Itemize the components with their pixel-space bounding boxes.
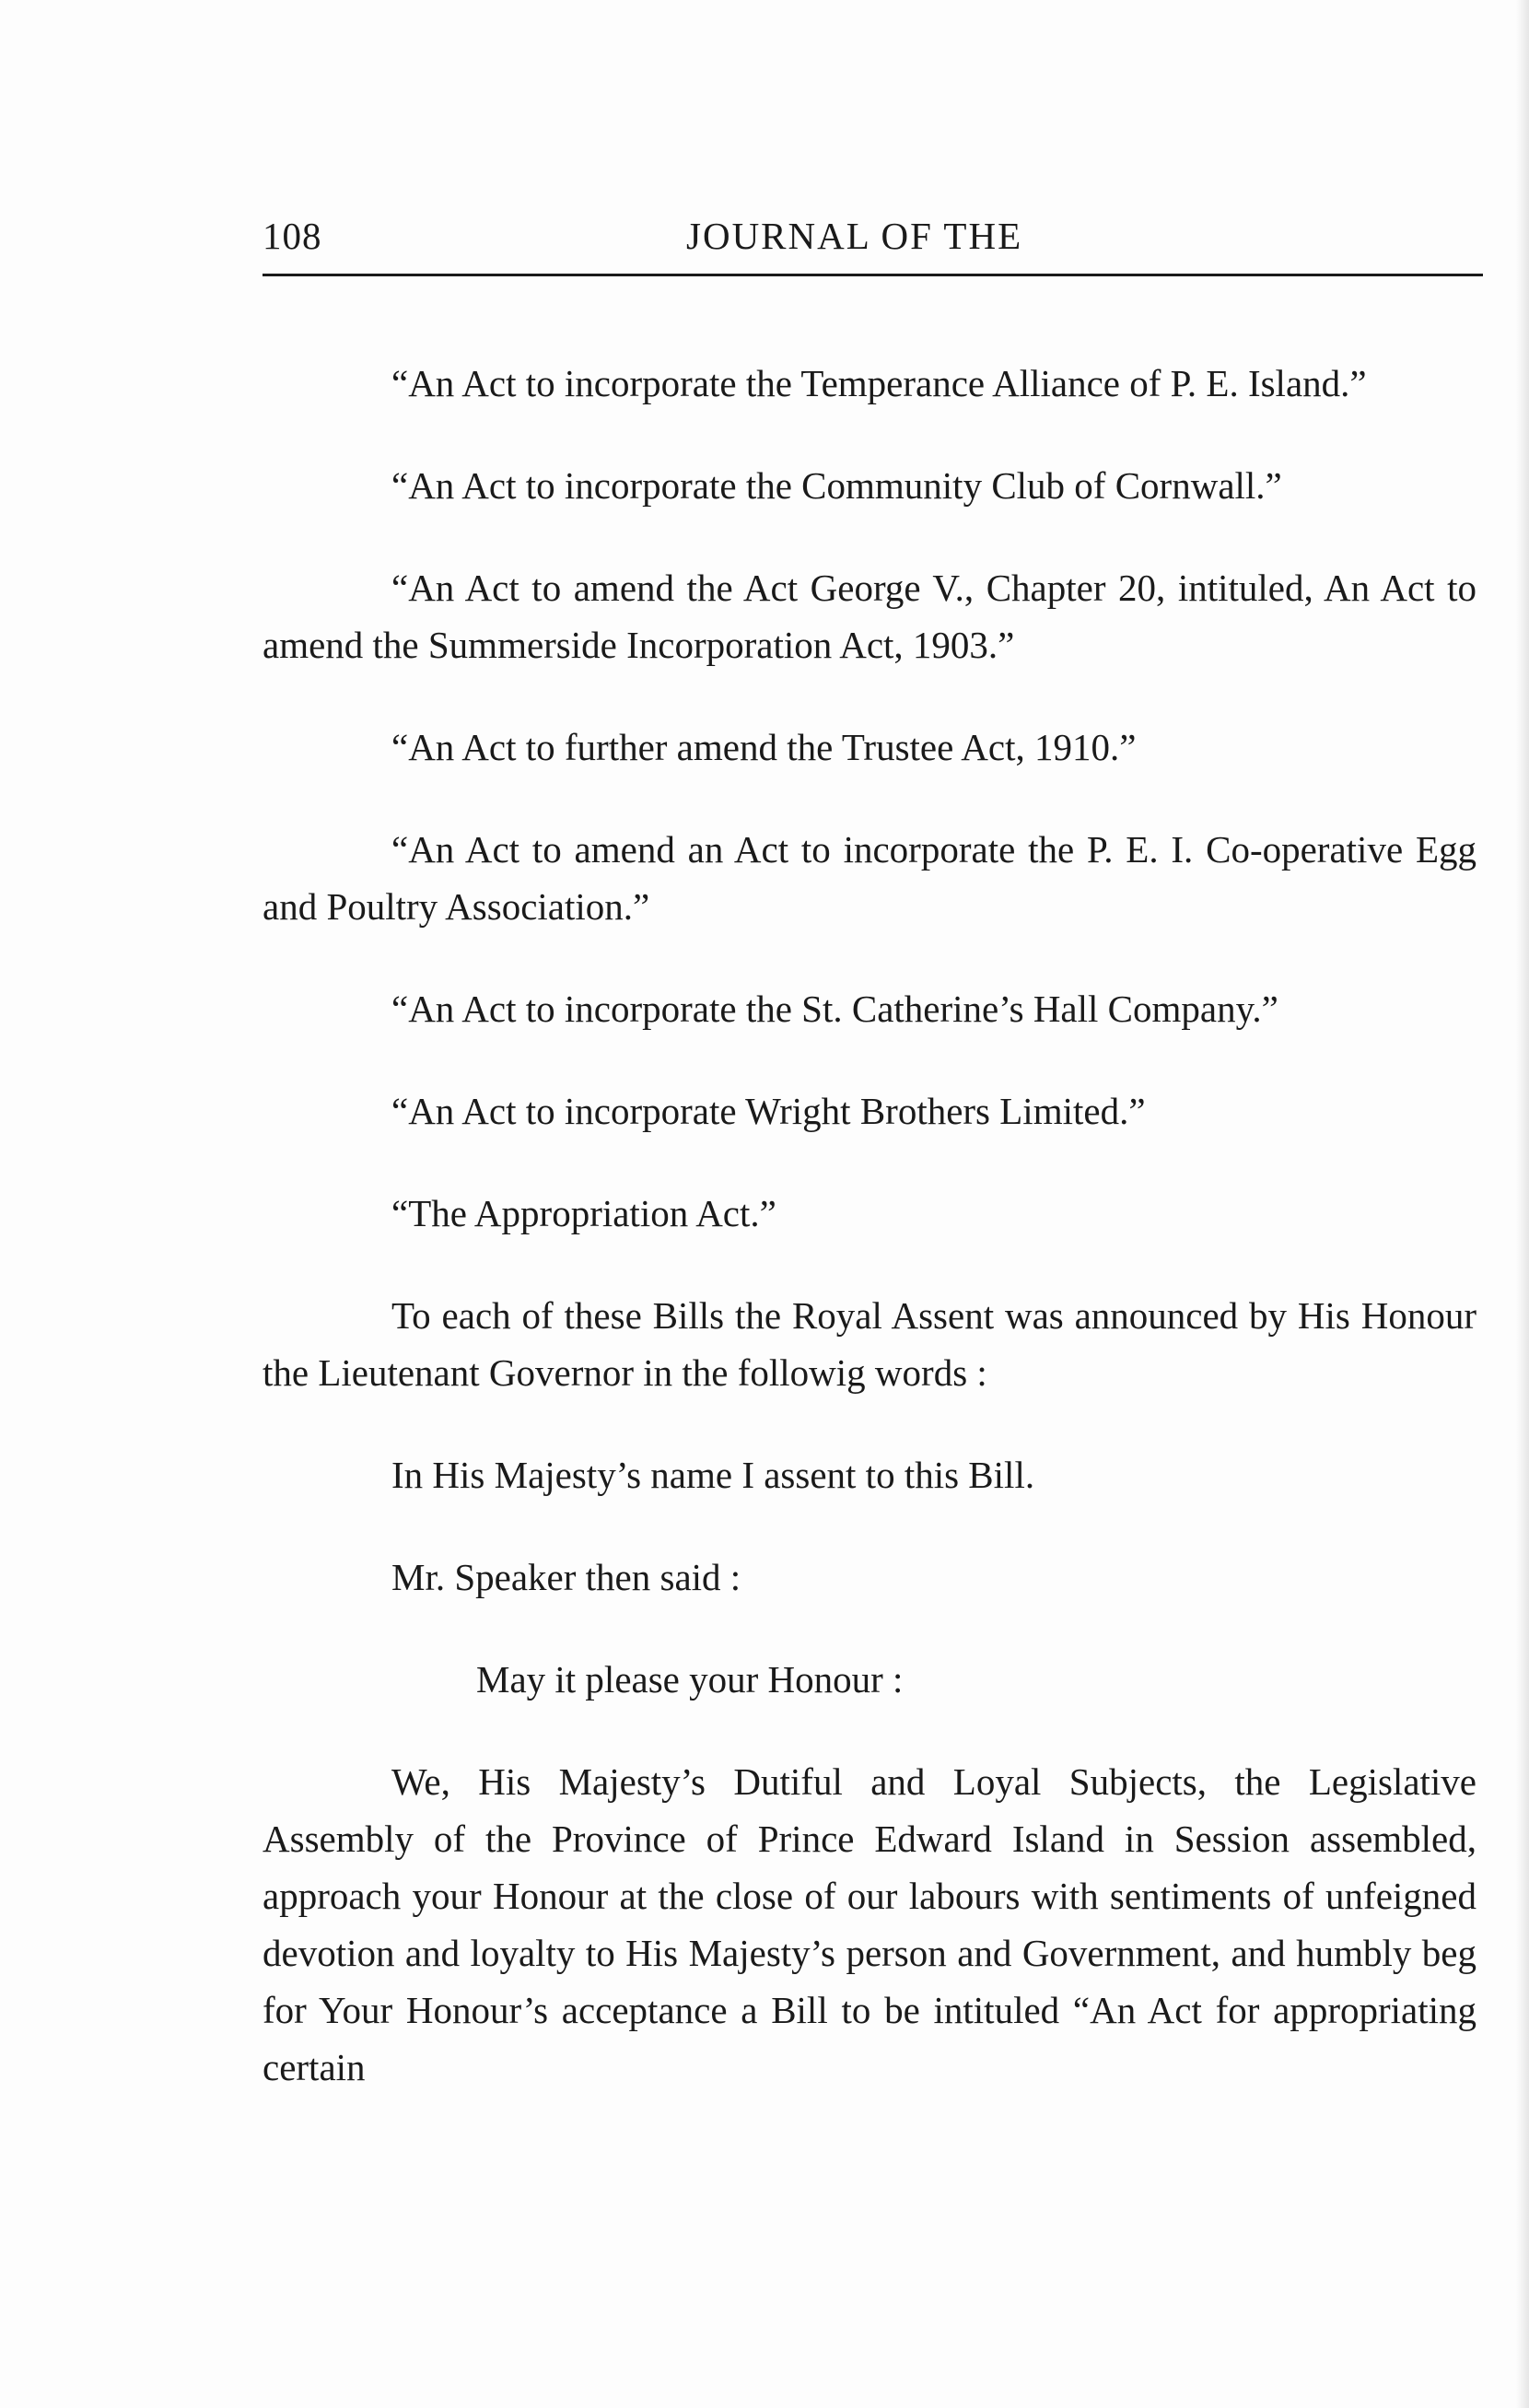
header-rule xyxy=(263,274,1483,276)
paragraph-act-summerside: “An Act to amend the Act George V., Chapter 20, intituled, An Act to amend the Summerside Incorporation Act, 1903.” xyxy=(263,567,1476,666)
paragraph-appropriation-act: “The Appropriation Act.” xyxy=(391,1192,776,1234)
paragraph-act-community-club: “An Act to incorporate the Community Club of Cornwall.” xyxy=(391,464,1282,507)
paragraph-speaker-said: Mr. Speaker then said : xyxy=(391,1556,741,1598)
paragraph-act-st-catherines: “An Act to incorporate the St. Catherine’s Hall Company.” xyxy=(391,988,1278,1030)
paragraph-royal-assent: To each of these Bills the Royal Assent was announced by His Honour the Lieutenant Governor in the followig words : xyxy=(263,1294,1476,1394)
body-text xyxy=(263,355,1476,2096)
paragraph-act-egg-poultry: “An Act to amend an Act to incorporate the P. E. I. Co-operative Egg and Poultry Association.” xyxy=(263,828,1476,928)
page-number: 108 xyxy=(263,215,322,257)
running-head: JOURNAL OF THE xyxy=(686,215,1023,257)
paragraph-act-trustee: “An Act to further amend the Trustee Act, 1910.” xyxy=(391,726,1137,768)
paragraph-salutation: May it please your Honour : xyxy=(476,1658,904,1701)
page-edge xyxy=(1516,0,1529,2408)
paragraph-assent-formula: In His Majesty’s name I assent to this Bill. xyxy=(391,1454,1035,1496)
paragraph-act-temperance: “An Act to incorporate the Temperance Alliance of P. E. Island.” xyxy=(391,362,1367,404)
paragraph-act-wright-brothers: “An Act to incorporate Wright Brothers Limited.” xyxy=(391,1090,1146,1132)
page-header xyxy=(263,214,1483,269)
paragraph-address: We, His Majesty’s Dutiful and Loyal Subjects, the Legislative Assembly of the Province of Prince Edward Island in Session assembled, approach your Honour at the close of our labours with sentiments of unfeigned devotion and loyalty to His Majesty’s person and Government, and humbly beg for Your Honour’s acceptance a Bill to be intituled “An Act for appropriating certain xyxy=(263,1760,1476,2088)
